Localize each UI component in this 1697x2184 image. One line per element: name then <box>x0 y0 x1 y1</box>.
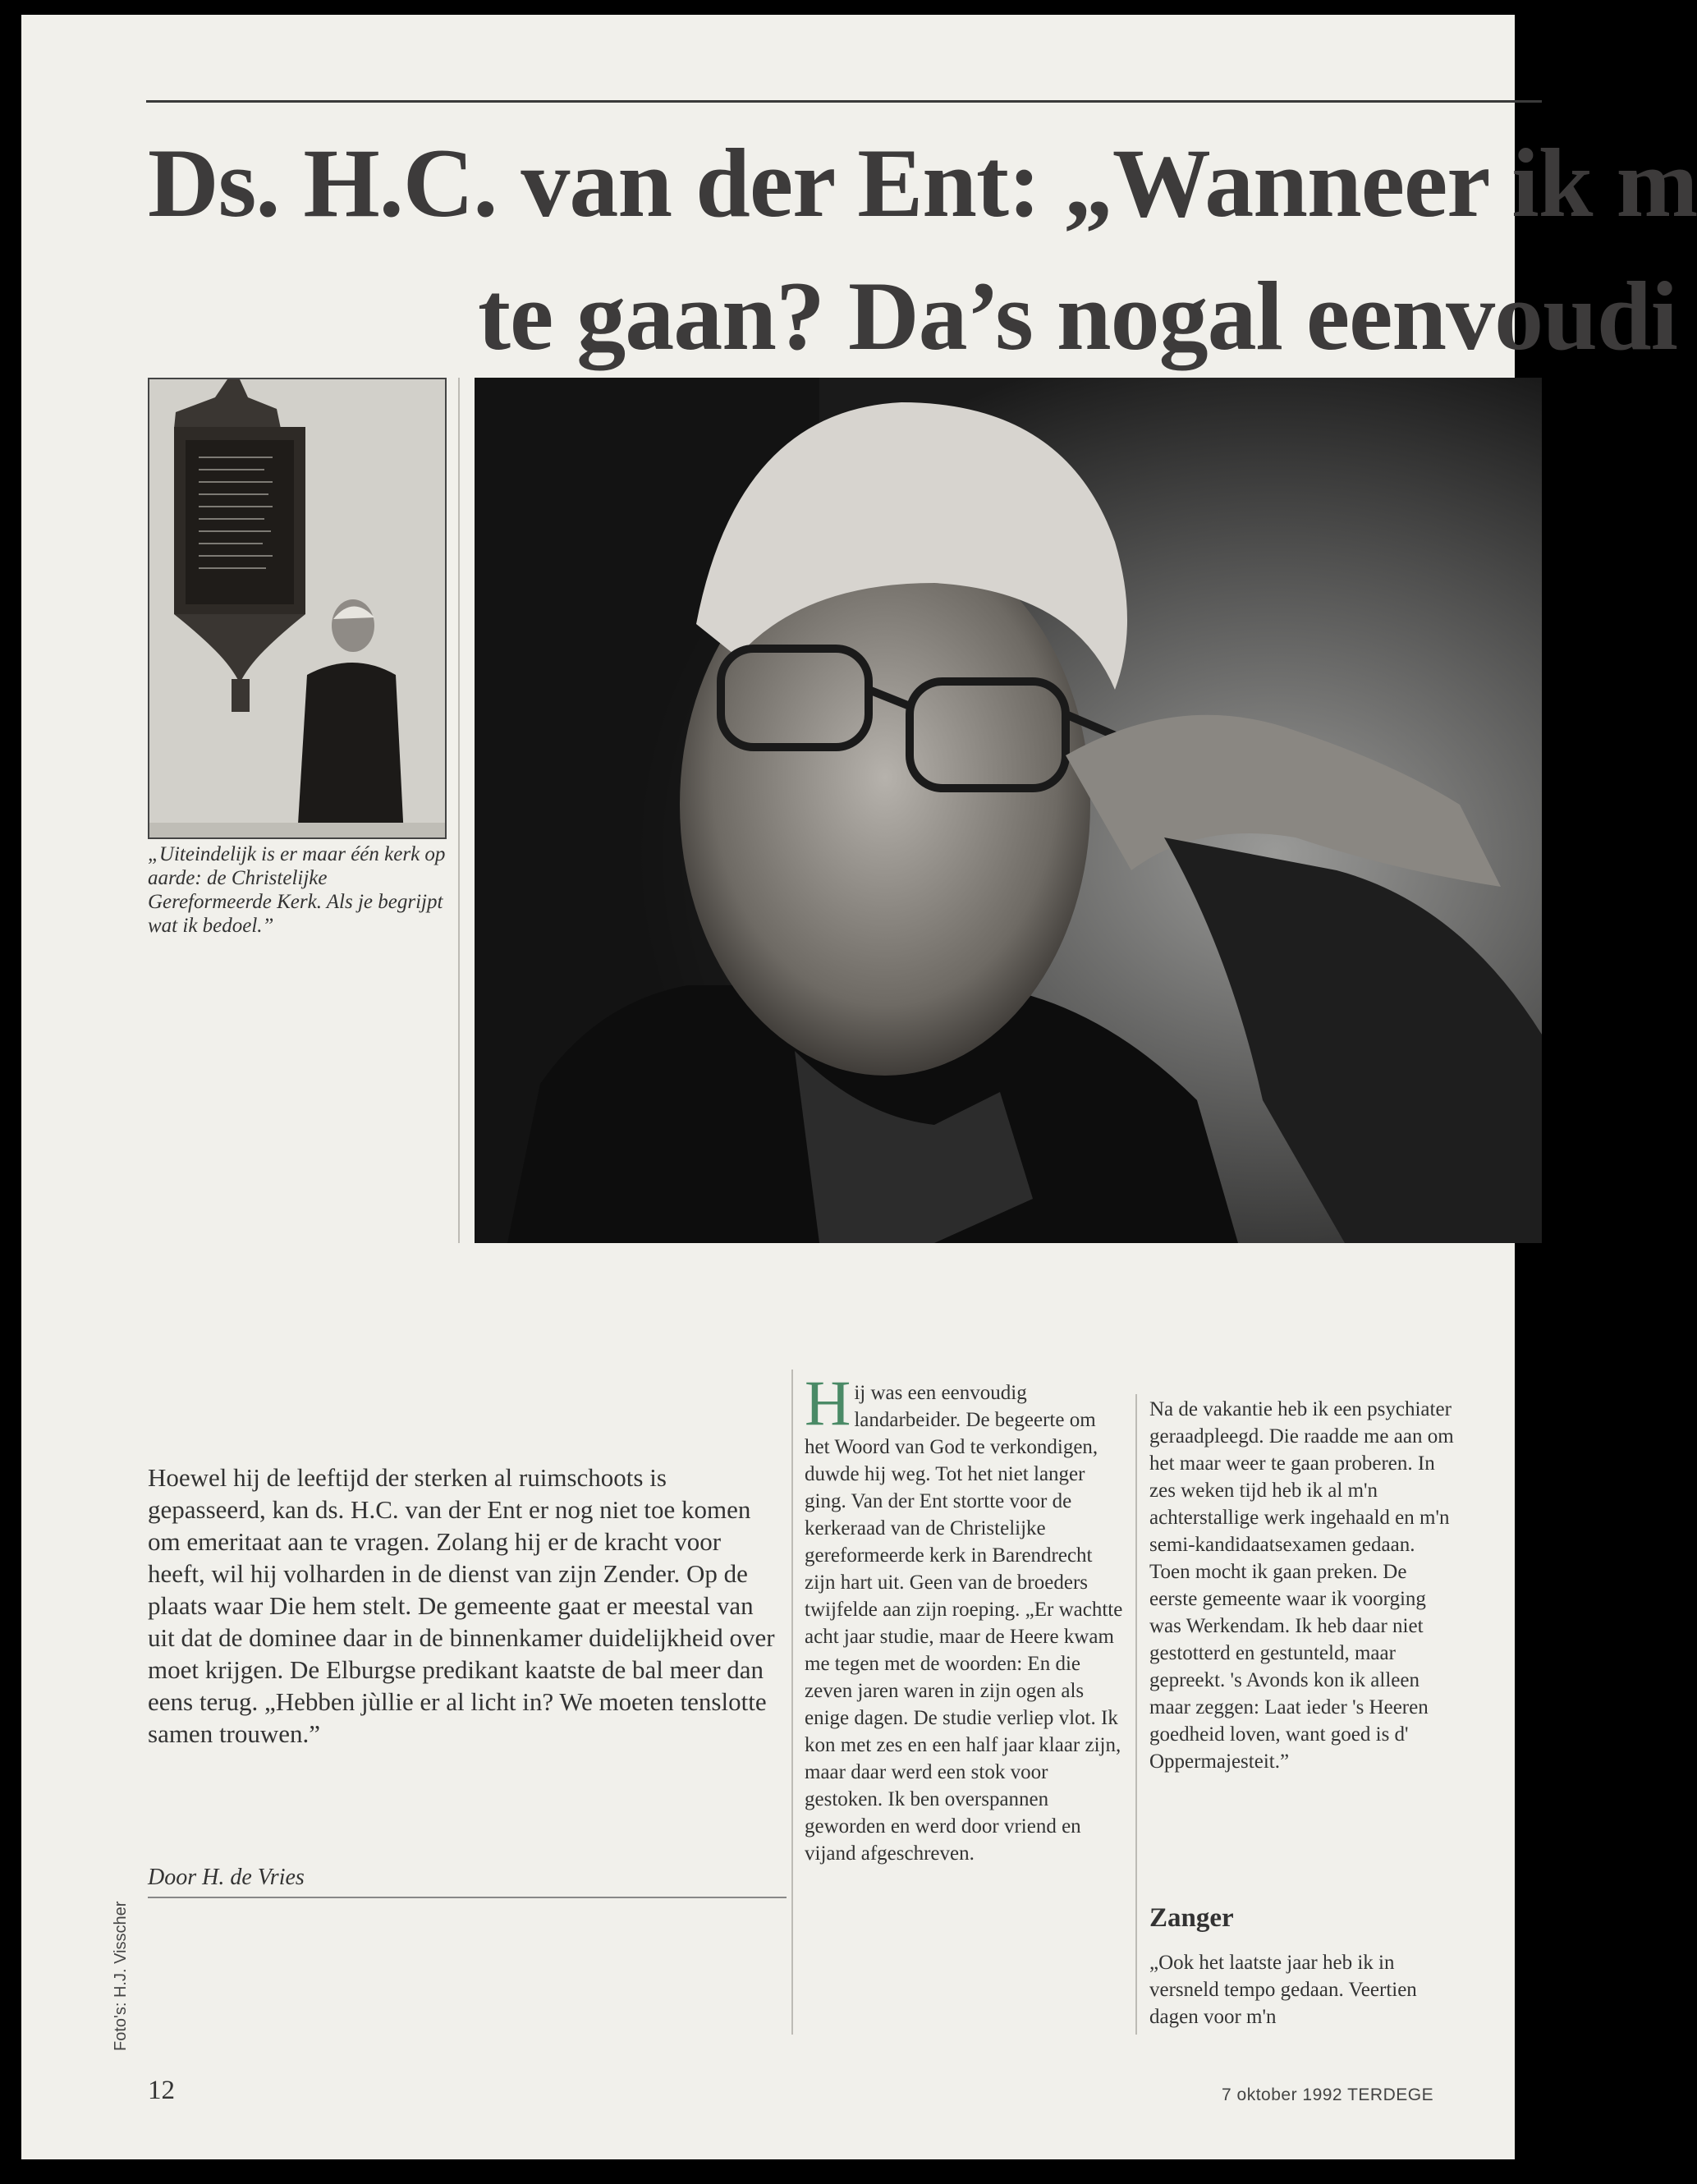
byline-rule <box>148 1897 787 1898</box>
body-column-2-continued: „Ook het laatste jaar heb ik in versneld tempo gedaan. Veertien dagen voor m'n <box>1149 1952 1417 2028</box>
photo-credit: Foto's: H.J. Visscher <box>112 1901 130 2051</box>
drop-cap: H <box>805 1367 851 1438</box>
intro-paragraph: Hoewel hij de leeftijd der sterken al ruimschoots is gepasseerd, kan ds. H.C. van der Ent er nog niet toe komen om emeritaat aan te vragen. Zolang hij er de kracht voor heeft, wil hij volharden in de dienst van zijn Zender. Op de plaats waar Die hem stelt. De gemeente gaat er meestal van uit dat de dominee daar in de binnenkamer duidelijkheid over moet krijgen. De Elburgse predikant kaatste de bal meer dan eens terug. „Hebben jùllie er al licht in? We moeten tenslotte samen trouwen.” <box>148 1463 775 1748</box>
headline-line-2: te gaan? Da’s nogal eenvoudi <box>478 261 1677 370</box>
issue-date: 7 oktober 1992 TERDEGE <box>1222 2085 1434 2104</box>
column-divider-2 <box>1135 1394 1137 2035</box>
magazine-page <box>21 15 1697 2159</box>
column-divider-1 <box>791 1370 793 2035</box>
plaque-photo <box>148 378 447 839</box>
body-column-1 <box>805 1367 1125 1867</box>
byline: Door H. de Vries <box>148 1865 305 1890</box>
portrait-photo <box>475 378 1542 1243</box>
portrait-illustration <box>475 378 1542 1243</box>
headline-line-1: Ds. H.C. van der Ent: „Wanneer ik m <box>148 128 1697 237</box>
plaque-photo-illustration <box>149 379 445 837</box>
subhead: Zanger <box>1149 1903 1234 1933</box>
top-rule <box>146 100 1542 103</box>
column-rule <box>458 378 460 1243</box>
body-column-2: Na de vakantie heb ik een psychiater geraadpleegd. Die raadde me aan om het maar weer te gaan proberen. In zes weken tijd heb ik al m'n achterstallige werk ingehaald en m'n semi-kandidaatsexamen gedaan. Toen mocht ik gaan preken. De eerste gemeente waar ik voorging was Werkendam. Ik heb daar niet gestotterd en gestunteld, maar gepreekt. 's Avonds kon ik alleen maar zeggen: Laat ieder 's Heeren goedheid loven, want goed is d' Oppermajesteit.” <box>1149 1398 1454 1773</box>
photo-caption: „Uiteindelijk is er maar één kerk op aarde: de Christelijke Gereformeerde Kerk. Als je begrijpt wat ik bedoel.” <box>148 843 446 937</box>
page-number: 12 <box>148 2076 175 2105</box>
body-column-1-text: ij was een eenvoudig landarbeider. De begeerte om het Woord van God te verkondigen, duwde hij weg. Tot het niet langer ging. Van der Ent stortte voor de kerkeraad van de Christelijke gereformeerde kerk in Barendrecht zijn hart uit. Geen van de broeders twijfelde aan zijn roeping. „Er wachtte acht jaar studie, maar de Heere kwam me tegen met de woorden: En die zeven jaren waren in zijn ogen als enige dagen. De studie verliep vlot. Ik kon met zes en een half jaar klaar zijn, maar daar werd een stok voor gestoken. Ik ben overspannen geworden en werd door vriend en vijand afgeschreven. <box>805 1382 1123 1865</box>
